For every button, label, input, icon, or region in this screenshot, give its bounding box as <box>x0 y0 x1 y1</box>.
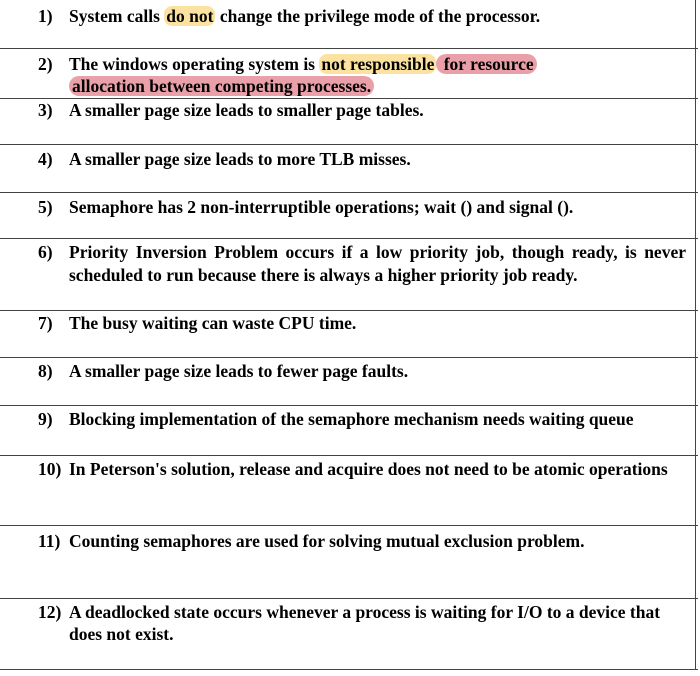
table-border-right <box>695 599 696 669</box>
statement-8 <box>40 360 686 382</box>
statement-row-7 <box>0 310 698 357</box>
statement-row-10 <box>0 455 698 525</box>
highlight-red: allocation between competing processes. <box>69 76 374 96</box>
statement-row-11 <box>0 525 698 598</box>
highlight-yellow: do not <box>166 6 214 26</box>
table-border-right <box>695 456 696 525</box>
statement-row-12 <box>0 598 698 670</box>
table-border-right <box>695 0 696 48</box>
table-border-right <box>695 99 696 144</box>
statement-row-4 <box>0 144 698 192</box>
statement-row-2 <box>0 48 698 98</box>
statement-number: 2) <box>38 54 53 74</box>
statement-text: The windows operating system is not responsible for resource allocation between competing processes. <box>69 53 686 97</box>
table-border-right <box>695 49 696 98</box>
statement-number: 4) <box>38 149 53 169</box>
statement-row-5 <box>0 192 698 238</box>
statement-7 <box>40 312 686 334</box>
statement-number: 10) <box>38 459 62 479</box>
statement-number: 1) <box>38 6 53 26</box>
statement-number: 9) <box>38 409 53 429</box>
table-border-right <box>695 358 696 405</box>
statement-number: 3) <box>38 100 53 120</box>
statement-5 <box>40 196 686 218</box>
table-border-right <box>695 311 696 357</box>
table-border-right <box>695 406 696 455</box>
statement-row-1 <box>0 0 698 48</box>
statement-2 <box>40 53 686 97</box>
statement-text: System calls do not change the privilege mode of the processor. <box>69 6 541 26</box>
statement-10 <box>40 458 686 480</box>
statement-number: 12) <box>38 602 62 622</box>
statement-number: 6) <box>38 242 53 262</box>
table-border-right <box>695 145 696 192</box>
statement-row-3 <box>0 98 698 144</box>
statement-text: A smaller page size leads to more TLB misses. <box>69 149 411 169</box>
statement-number: 11) <box>38 531 61 551</box>
statement-text: The busy waiting can waste CPU time. <box>69 313 357 333</box>
statement-text: Priority Inversion Problem occurs if a low priority job, though ready, is never scheduled to run because there is always a higher priority job ready. <box>69 242 686 285</box>
table-border-right <box>695 526 696 598</box>
statement-1 <box>40 5 686 27</box>
statement-12 <box>40 601 686 645</box>
statement-text: A smaller page size leads to smaller page tables. <box>69 100 424 120</box>
statement-text: In Peterson's solution, release and acquire does not need to be atomic operations <box>69 459 668 479</box>
statement-number: 5) <box>38 197 53 217</box>
highlight-yellow: not responsible <box>321 54 435 74</box>
statement-3 <box>40 99 686 121</box>
statement-row-6 <box>0 238 698 310</box>
table-border-right <box>695 239 696 310</box>
statement-9 <box>40 408 686 430</box>
statement-number: 8) <box>38 361 53 381</box>
statement-number: 7) <box>38 313 53 333</box>
statement-text: A smaller page size leads to fewer page faults. <box>69 361 409 381</box>
table-border-right <box>695 193 696 238</box>
statement-row-8 <box>0 357 698 405</box>
highlight-red: for resource <box>436 54 536 74</box>
statement-11 <box>40 530 686 552</box>
statement-4 <box>40 148 686 170</box>
statement-text: Semaphore has 2 non-interruptible operations; wait () and signal (). <box>69 197 574 217</box>
statement-text: Blocking implementation of the semaphore mechanism needs waiting queue <box>69 409 634 429</box>
statement-text: A deadlocked state occurs whenever a process is waiting for I/O to a device that does not exist. <box>69 602 661 644</box>
statement-row-9 <box>0 405 698 455</box>
statement-text: Counting semaphores are used for solving mutual exclusion problem. <box>69 531 585 551</box>
statement-6 <box>40 241 686 287</box>
